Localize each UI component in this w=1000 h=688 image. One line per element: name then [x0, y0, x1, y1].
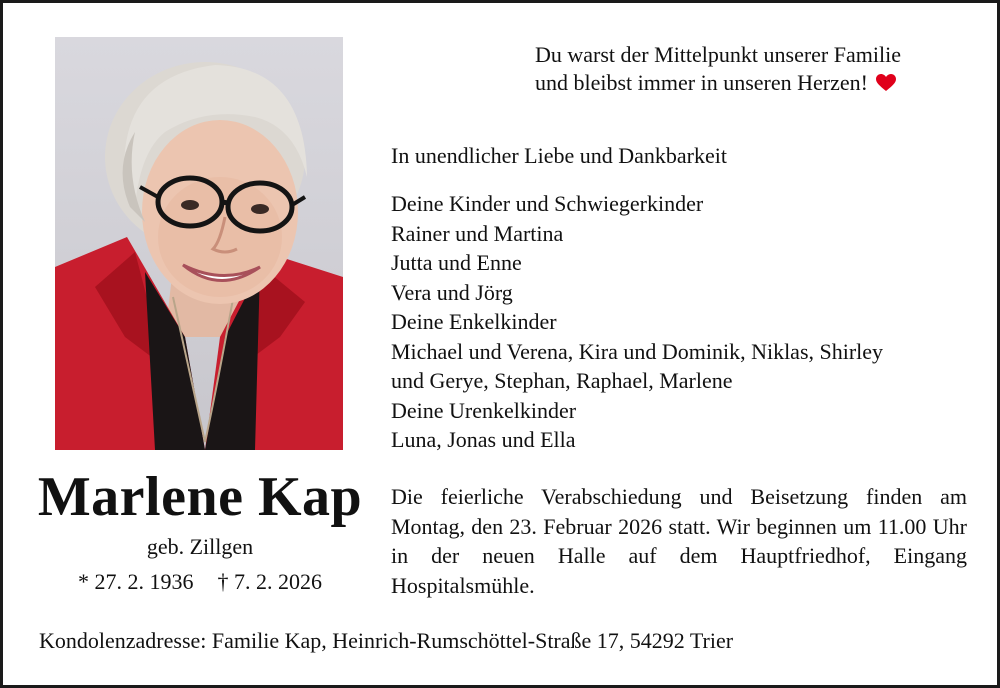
family-line: Deine Kinder und Schwiegerkinder: [391, 191, 704, 216]
family-line: Jutta und Enne: [391, 250, 522, 275]
deceased-name: Marlene Kap: [37, 466, 363, 528]
condolence-address: Kondolenzadresse: Familie Kap, Heinrich-Rumschöttel-Straße 17, 54292 Trier: [39, 628, 734, 653]
family-line: Michael und Verena, Kira und Dominik, Niklas, Shirley: [391, 338, 884, 364]
family-line: Deine Urenkelkinder: [391, 397, 577, 423]
portrait-illustration: [55, 37, 343, 450]
family-line: Luna, Jonas und Ella: [391, 427, 576, 452]
birth-date: * 27. 2. 1936: [78, 569, 194, 594]
maiden-name: geb. Zillgen: [146, 534, 254, 559]
portrait-photo: [55, 37, 343, 450]
motto-line-2: und bleibst immer in unseren Herzen!: [535, 69, 901, 99]
family-line: und Gerye, Stephan, Raphael, Marlene: [391, 368, 733, 393]
heart-icon: [876, 71, 896, 99]
death-date: † 7. 2. 2026: [217, 569, 322, 594]
dedication: In unendlicher Liebe und Dankbarkeit: [391, 143, 727, 168]
family-list: [391, 189, 883, 455]
family-line: Vera und Jörg: [391, 279, 513, 305]
motto: [535, 41, 901, 99]
family-line: Deine Enkelkinder: [391, 309, 557, 334]
life-dates: [37, 569, 363, 595]
motto-line-1: Du warst der Mittelpunkt unserer Familie: [535, 42, 901, 67]
family-line: Rainer und Martina: [391, 220, 564, 246]
ceremony-notice: Die feierliche Verabschiedung und Beisetzung finden am Montag, den 23. Februar 2026 statt. Wir beginnen um 11.00 Uhr in der neuen Halle auf dem Hauptfriedhof, Eingang Hospitalsmühle.: [391, 484, 967, 598]
